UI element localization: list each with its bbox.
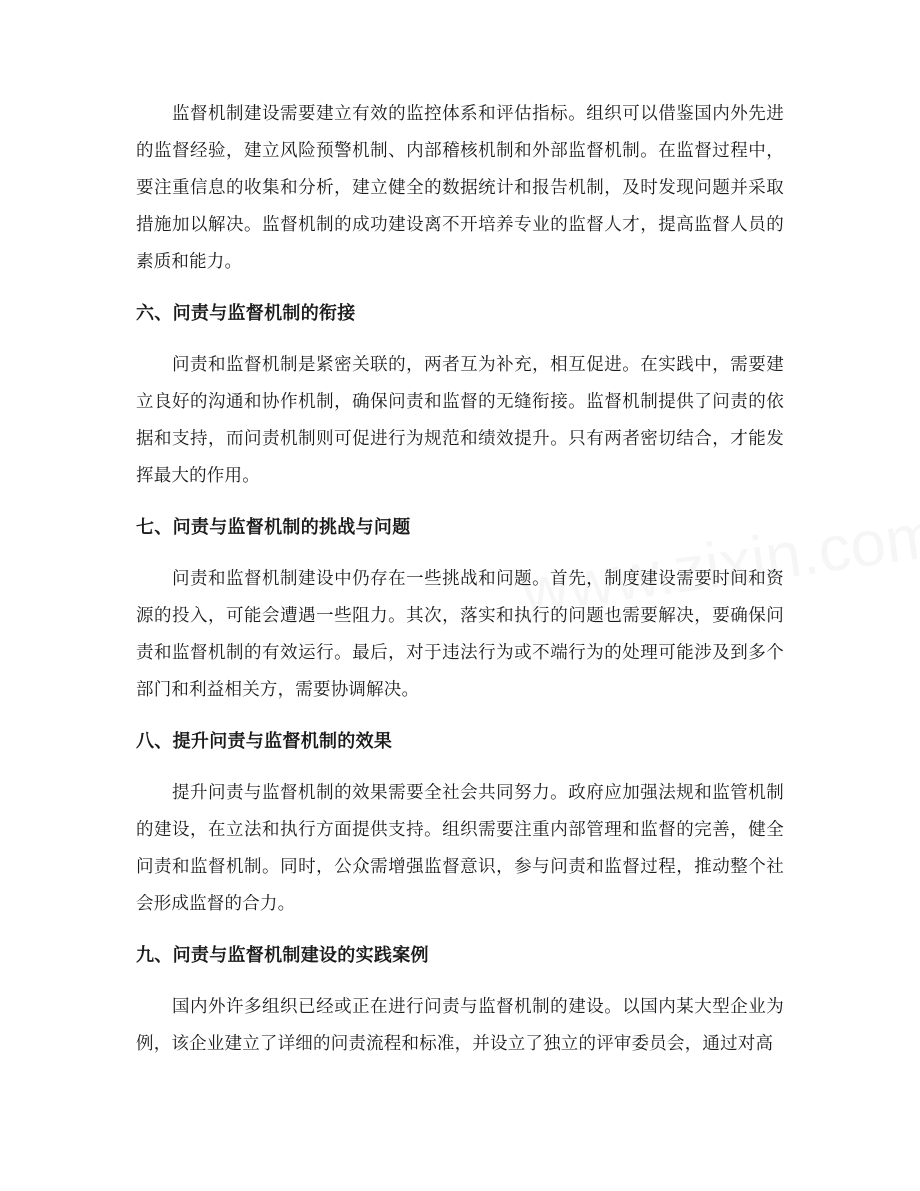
section-6-paragraph: 问责和监督机制是紧密关联的，两者互为补充，相互促进。在实践中，需要建立良好的沟通和协作机制，确保问责和监督的无缝衔接。监督机制提供了问责的依据和支持，而问责机制则可促进行为规范和绩效提升。只有两者密切结合，才能发挥最大的作用。 — [136, 355, 784, 486]
section-7-paragraph: 问责和监督机制建设中仍存在一些挑战和问题。首先，制度建设需要时间和资源的投入，可能会遭遇一些阻力。其次，落实和执行的问题也需要解决，要确保问责和监督机制的有效运行。最后，对于违法行为或不端行为的处理可能涉及到多个部门和利益相关方，需要协调解决。 — [136, 569, 784, 700]
section-7-heading: 七、问责与监督机制的挑战与问题 — [136, 517, 411, 538]
document-page — [136, 96, 784, 1063]
section-9-paragraph: 国内外许多组织已经或正在进行问责与监督机制的建设。以国内某大型企业为例，该企业建立了详细的问责流程和标准，并设立了独立的评审委员会，通过对高 — [136, 997, 784, 1054]
section-8-heading: 八、提升问责与监督机制的效果 — [136, 731, 393, 752]
section-6-heading: 六、问责与监督机制的衔接 — [136, 303, 356, 324]
section-9-heading: 九、问责与监督机制建设的实践案例 — [136, 945, 429, 966]
intro-paragraph: 监督机制建设需要建立有效的监控体系和评估指标。组织可以借鉴国内外先进的监督经验，建立风险预警机制、内部稽核机制和外部监督机制。在监督过程中，要注重信息的收集和分析，建立健全的数据统计和报告机制，及时发现问题并采取措施加以解决。监督机制的成功建设离不开培养专业的监督人才，提高监督人员的素质和能力。 — [136, 104, 784, 272]
section-8-paragraph: 提升问责与监督机制的效果需要全社会共同努力。政府应加强法规和监管机制的建设，在立法和执行方面提供支持。组织需要注重内部管理和监督的完善，健全问责和监督机制。同时，公众需增强监督意识，参与问责和监督过程，推动整个社会形成监督的合力。 — [136, 783, 784, 914]
